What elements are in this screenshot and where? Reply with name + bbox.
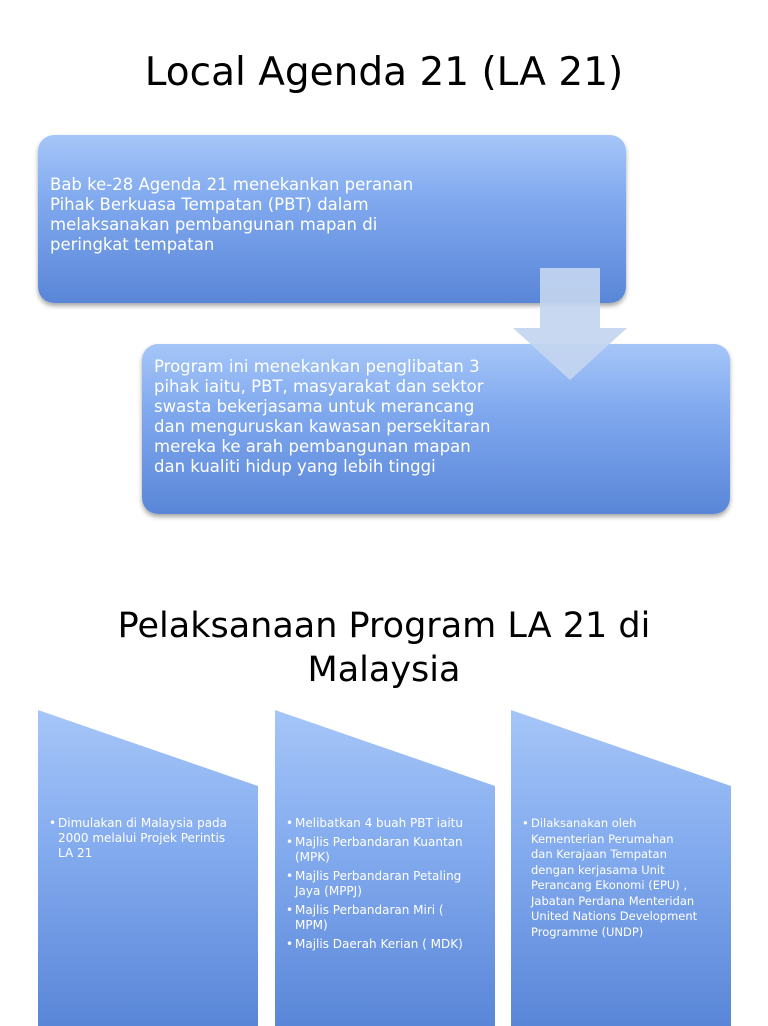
column-list xyxy=(48,816,254,865)
implementation-column-start xyxy=(38,710,264,1026)
section-title: Pelaksanaan Program LA 21 di Malaysia xyxy=(117,606,651,690)
list-item: • Melibatkan 4 buah PBT iaitu xyxy=(285,816,491,831)
list-item: • Majlis Daerah Kerian ( MDK) xyxy=(285,937,491,952)
list-item: • Majlis Perbandaran Petaling Jaya (MPPJ) xyxy=(285,869,491,899)
column-list xyxy=(285,816,491,956)
program-info-box xyxy=(142,344,730,514)
agenda-info-text: Bab ke-28 Agenda 21 menekankan peranan Pihak Berkuasa Tempatan (PBT) dalam melaksanakan pembangunan mapan di peringkat tempatan xyxy=(50,175,414,254)
implementation-column-agencies xyxy=(511,710,737,1026)
chevron-shape xyxy=(38,710,264,1026)
down-arrow-icon xyxy=(513,268,627,380)
program-info-text: Program ini menekankan penglibatan 3 pihak iaitu, PBT, masyarakat dan sektor swasta bekerjasama untuk merancang dan menguruskan kawasan persekitaran mereka ke arah pembangunan mapan dan kualiti hidup yang lebih tinggi xyxy=(154,357,491,476)
list-item: • Majlis Perbandaran Kuantan (MPK) xyxy=(285,835,491,865)
page-title: Local Agenda 21 (LA 21) xyxy=(144,50,624,95)
implementation-column-pbt xyxy=(275,710,501,1026)
column-list xyxy=(521,816,721,944)
list-item: • Majlis Perbandaran Miri ( MPM) xyxy=(285,903,491,933)
list-item: • Dimulakan di Malaysia pada 2000 melalui Projek Perintis LA 21 xyxy=(48,816,254,861)
list-item: • Dilaksanakan oleh Kementerian Perumahan dan Kerajaan Tempatan dengan kerjasama Unit Perancang Ekonomi (EPU) , Jabatan Perdana Menteridan United Nations Development Programme (UNDP) xyxy=(521,816,721,940)
